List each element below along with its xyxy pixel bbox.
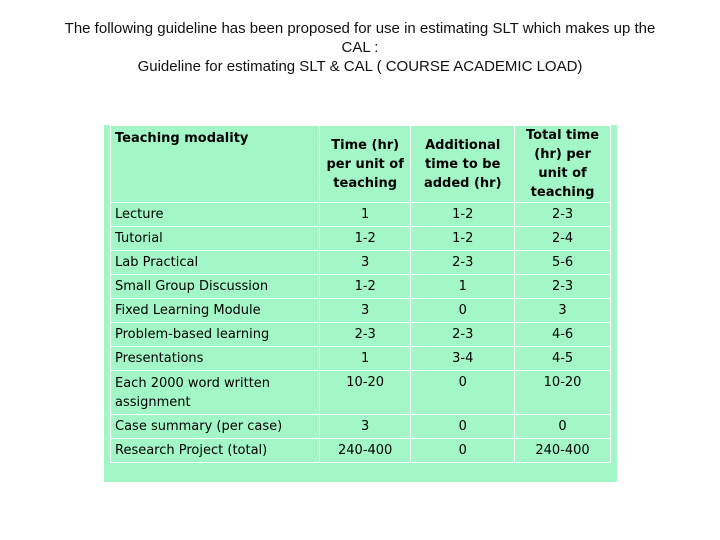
total-cell: 2-4: [515, 227, 611, 251]
time-cell: 1-2: [320, 275, 411, 299]
total-cell: 4-6: [515, 323, 611, 347]
time-cell: 3: [320, 251, 411, 275]
total-cell: 3: [515, 299, 611, 323]
additional-cell: 0: [411, 299, 515, 323]
total-cell: 10-20: [515, 371, 611, 415]
guideline-table: [110, 125, 611, 463]
total-cell: 4-5: [515, 347, 611, 371]
modality-cell: Research Project (total): [111, 439, 320, 463]
table-header-row: [111, 126, 611, 203]
time-cell: 1: [320, 203, 411, 227]
time-cell: 1-2: [320, 227, 411, 251]
modality-cell: Small Group Discussion: [111, 275, 320, 299]
table-row: [111, 415, 611, 439]
intro-line-3: Guideline for estimating SLT & CAL ( COURSE ACADEMIC LOAD): [137, 58, 583, 75]
additional-cell: 2-3: [411, 323, 515, 347]
table-row: [111, 299, 611, 323]
modality-cell: Tutorial: [111, 227, 320, 251]
modality-cell: Presentations: [111, 347, 320, 371]
additional-cell: 0: [411, 415, 515, 439]
header-total-time: Total time (hr) per unit of teaching: [515, 126, 611, 203]
additional-cell: 1: [411, 275, 515, 299]
additional-cell: 0: [411, 371, 515, 415]
time-cell: 10-20: [320, 371, 411, 415]
additional-cell: 1-2: [411, 227, 515, 251]
table-row: [111, 439, 611, 463]
additional-cell: 1-2: [411, 203, 515, 227]
total-cell: 2-3: [515, 275, 611, 299]
time-cell: 240-400: [320, 439, 411, 463]
intro-text: [20, 19, 700, 76]
total-cell: 5-6: [515, 251, 611, 275]
additional-cell: 3-4: [411, 347, 515, 371]
guideline-table-panel: [104, 125, 617, 482]
additional-cell: 2-3: [411, 251, 515, 275]
table-row: [111, 371, 611, 415]
modality-cell: Fixed Learning Module: [111, 299, 320, 323]
additional-cell: 0: [411, 439, 515, 463]
table-row: [111, 227, 611, 251]
table-row: [111, 251, 611, 275]
modality-cell: Lab Practical: [111, 251, 320, 275]
table-row: [111, 323, 611, 347]
header-time-per-unit: Time (hr) per unit of teaching: [320, 126, 411, 203]
time-cell: 2-3: [320, 323, 411, 347]
time-cell: 3: [320, 299, 411, 323]
table-row: [111, 203, 611, 227]
time-cell: 3: [320, 415, 411, 439]
modality-cell: Each 2000 word written assignment: [111, 371, 320, 415]
header-teaching-modality: Teaching modality: [111, 126, 320, 203]
modality-cell: Problem-based learning: [111, 323, 320, 347]
intro-line-2: CAL :: [341, 39, 379, 56]
header-additional-time: Additional time to be added (hr): [411, 126, 515, 203]
total-cell: 0: [515, 415, 611, 439]
time-cell: 1: [320, 347, 411, 371]
table-row: [111, 275, 611, 299]
total-cell: 240-400: [515, 439, 611, 463]
total-cell: 2-3: [515, 203, 611, 227]
modality-cell: Case summary (per case): [111, 415, 320, 439]
table-row: [111, 347, 611, 371]
intro-line-1: The following guideline has been proposed for use in estimating SLT which makes up the: [64, 20, 656, 37]
modality-cell: Lecture: [111, 203, 320, 227]
